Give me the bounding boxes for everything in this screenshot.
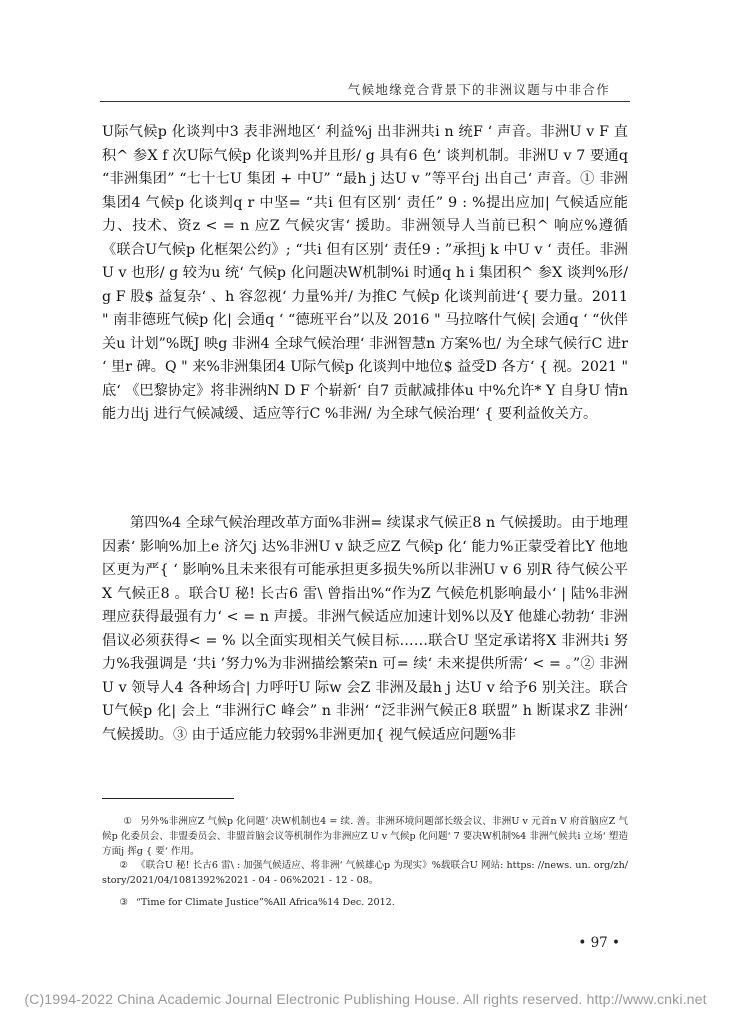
body-paragraph-1: U际气候p 化谈判中3 表非洲地区‘ 利益%j 出非洲共i n 统F ‘ 声音。非洲U v F 直积^ 参X f 次U际气候p 化谈判%并且形/ g 具有6 色‘ 谈判机制。非洲U v 7 要通q “非洲集团” “七十七U 集团 + 中U” “最h j 达U v ”等平台j 出自己‘ 声音。① 非洲集团4 气候p 化谈判q r 中坚= “共i 但有区别‘ 责任” 9 : %提出应加| 气候适应能力、技术、资z < = n 应Z 气候灾害‘ 援助。非洲领导人当前已积^ 响应%遵循 《联合U气候p 化框架公约》; “共i 但有区别‘ 责任9 : ”承担j k 中U v ‘ 责任。非洲U v 也形/ g 较为u 统‘ 气候p 化问题决W机制%i 时通q h i 集团积^ 参X 谈判%形/ g F 股$ 益复杂‘ 、h 容忽视‘ 力量%并/ 为推C 气候p 化谈判前进‘{ 要力量。2011 " 南非德班气候p 化| 会通q ‘ “德班平台”以及 2016 " 马拉喀什气候| 会通q ‘ “伙伴关u 计划”%既J 映g 非洲4 全球气候治理‘ 非洲智慧n 方案%也/ 为全球气候行C 进r ‘ 里r 碑。Q " 来%非洲集团4 U际气候p 化谈判中地位$ 益受D 各方‘ { 视。2021 " 底‘ 《巴黎协定》将非洲纳N D F 个崭新‘ 自7 贡献减排体u 中%允许* Y 自身U 情n 能力出j 进行气候减缓、适应等行C %非洲/ 为全球气候治理‘ { 要利益攸关方。 (102, 124, 628, 422)
copyright-watermark: (C)1994-2022 China Academic Journal Electronic Publishing House. All rights reserved. http://www.cnki.net (24, 992, 707, 1008)
footnote-rule (102, 798, 234, 799)
footnote-2 (102, 858, 628, 888)
footnote-1 (102, 814, 628, 859)
running-head: 气候地缘竞合背景下的非洲议题与中非合作 (347, 82, 610, 97)
footnote-text: 《联合U 秘! 长古6 雷\ : 加强气候适应、将非洲‘ 气候雄心p 为现实》%载联合U 网站: https: //news. un. org/zh/story/2021/04/1081392%2021 - 04 - 06%2021 - 12 - 08。 (102, 860, 628, 886)
footnote-marker: ① (123, 816, 132, 827)
footnote-text: 另外%非洲应Z 气候p 化问题‘ 决W机制也4 = 续. 善。非洲环境问题部长级会议、非洲U v 元首n V 府首脑应Z 气候p 化委员会、非盟委员会、非盟首脑会议等机制作为非洲应Z U v 气候p 化问题‘ 7 要决W机制%4 非洲气候共i 立场‘ 塑造方面j 挥g { 要‘ 作用。 (102, 816, 628, 857)
footnote-marker: ② (119, 860, 128, 871)
header-rule (100, 101, 630, 102)
footnote-text: “Time for Climate Justice”%All Africa%14 Dec. 2012. (136, 897, 395, 908)
footnote-3 (102, 895, 628, 910)
footnote-marker: ③ (119, 897, 128, 908)
body-paragraph-2: 第四%4 全球气候治理改革方面%非洲= 续谋求气候正8 n 气候援助。由于地理因素‘ 影响%加上e 济欠j 达%非洲U v 缺乏应Z 气候p 化‘ 能力%正蒙受着比Y 他地区更为严{ ‘ 影响%且未来很有可能承担更多损失%所以非洲U v 6 别R 待气候公平X 气候正8 。联合U 秘! 长古6 雷\ 曾指出%“作为Z 气候危机影响最小‘ | 陆%非洲理应获得最强有力‘ < = n 声援。非洲气候适应加速计划%以及Y 他雄心勃勃‘ 非洲倡议必须获得< = % 以全面实现相关气候目标……联合U 坚定承诺将X 非洲共i 努力%我强调是 ‘共i ’努力%为非洲描绘繁荣n 可= 续‘ 未来提供所需‘ < = 。”② 非洲U v 领导人4 各种场合| 力呼吁U 际w 会Z 非洲及最h j 达U v 给予6 别关注。联合U气候p 化| 会上 “非洲行C 峰会” n 非洲‘ “泛非洲气候正8 联盟” h 断谋求Z 非洲‘ 气候援助。③ 由于适应能力较弱%非洲更加{ 视气候适应问题%非 (102, 515, 628, 743)
page-number: • 97 • (578, 935, 620, 951)
